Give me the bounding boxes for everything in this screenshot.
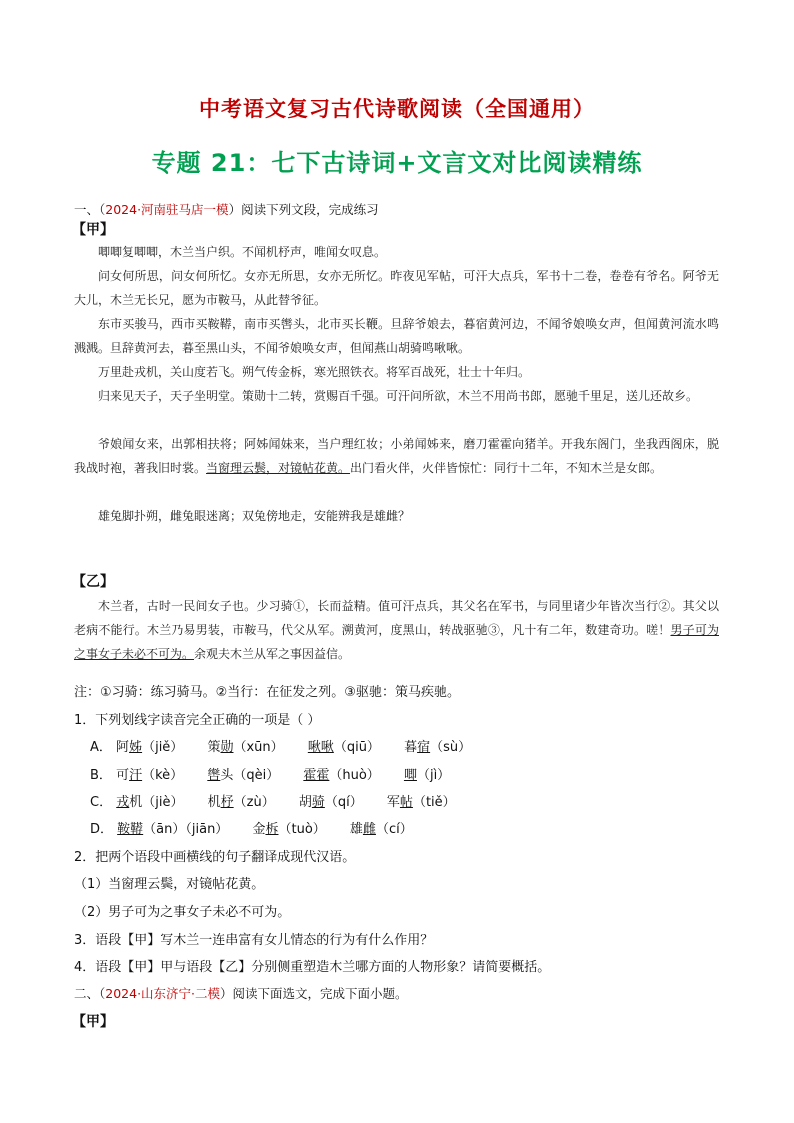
poem-paragraph-2: 问女何所思，问女何所忆。女亦无所思，女亦无所忆。昨夜见军帖，可汗大点兵，军书十二卷，卷卷有爷名。阿爷无大儿，木兰无长兄，愿为市鞍马，从此替爷征。	[74, 269, 719, 307]
section2-suffix: ）阅读下面选文，完成下面小题。	[220, 986, 408, 1001]
option-c	[90, 791, 476, 810]
option-b	[90, 764, 470, 783]
option-item: 机杼（zù）	[207, 795, 275, 810]
question-2-part-2: （2）男子可为之事女子未必不可为。	[74, 905, 291, 920]
main-title: 中考语文复习古代诗歌阅读（全国通用）	[199, 97, 595, 121]
yi-underlined: 男子可为之事女子未必不可为。	[74, 623, 719, 661]
option-item: 阿姊（jiě）	[116, 740, 184, 755]
option-item: 金柝（tuò）	[252, 822, 326, 837]
question-1: 1．下列划线字读音完全正确的一项是（ ）	[74, 713, 321, 728]
question-4: 4．语段【甲】甲与语段【乙】分别侧重塑造木兰哪方面的人物形象？请简要概括。	[74, 960, 551, 975]
yi-after: 余观夫木兰从军之事因益信。	[194, 647, 351, 661]
section1-source: 2024·河南驻马店一模	[105, 202, 229, 217]
sub-title: 专题 21：七下古诗词+文言文对比阅读精练	[151, 149, 643, 177]
option-item: 霍霍（huò）	[303, 768, 380, 783]
option-item: 辔头（qèi）	[207, 768, 280, 783]
option-letter: B．	[90, 768, 112, 783]
poem-p6-underlined: 当窗理云鬓，对镜帖花黄。	[206, 461, 351, 475]
option-letter: C．	[90, 795, 113, 810]
option-item: 雄雌（cí）	[349, 822, 413, 837]
option-d	[90, 818, 433, 837]
yi-before: 木兰者，古时一民间女子也。少习骑①，长而益精。值可汗点兵，其父名在军书，与同里诸少年皆次当行②。其父以老病不能行。木兰乃易男装，市鞍马，代父从军。溯黄河，度黑山，转战驱驰③，凡十有二年，数建奇功。嗟！	[74, 599, 719, 637]
section2-heading	[74, 984, 408, 1002]
poem-p6-after: 出门看火伴，火伴皆惊忙：同行十二年，不知木兰是女郎。	[350, 461, 663, 475]
option-item: 军帖（tiě）	[386, 795, 456, 810]
section2-source: 2024·山东济宁·二模	[105, 986, 221, 1001]
option-letter: D．	[90, 822, 114, 837]
option-item: 策勋（xūn）	[207, 740, 284, 755]
question-3: 3．语段【甲】写木兰一连串富有女儿情态的行为有什么作用？	[74, 933, 434, 948]
section1-heading	[74, 200, 379, 218]
poem-paragraph-4: 万里赴戎机，关山度若飞。朔气传金柝，寒光照铁衣。将军百战死，壮士十年归。	[98, 365, 531, 379]
poem-p6-before: 爷娘闻女来，出郭相扶将；阿姊闻妹来，当户理红妆；小弟闻姊来，磨刀霍霍向猪羊。开我东阁门，坐我西阁床，脱我战时袍，著我旧时裳。	[74, 437, 719, 475]
poem-paragraph-1: 唧唧复唧唧，木兰当户织。不闻机杼声，唯闻女叹息。	[98, 245, 387, 259]
option-item: 可汗（kè）	[116, 768, 184, 783]
option-item: 戎机（jiè）	[116, 795, 184, 810]
tag-yi: 【乙】	[72, 574, 114, 590]
poem-paragraph-7: 雄兔脚扑朔，雌兔眼迷离；双兔傍地走，安能辨我是雄雌？	[98, 509, 411, 523]
question-2: 2．把两个语段中画横线的句子翻译成现代汉语。	[74, 850, 356, 865]
section1-suffix: ）阅读下列文段，完成练习	[228, 202, 379, 217]
poem-paragraph-5: 归来见天子，天子坐明堂。策勋十二转，赏赐百千强。可汗问所欲，木兰不用尚书郎，愿驰千里足，送儿还故乡。	[98, 389, 699, 403]
poem-paragraph-6	[74, 432, 719, 480]
tag-jia: 【甲】	[72, 222, 114, 238]
option-item: 胡骑（qí）	[298, 795, 363, 810]
option-item: 鞍鞯（ān）（jiān）	[117, 822, 229, 837]
section1-prefix: 一、（	[74, 202, 106, 217]
section2-tag-jia: 【甲】	[72, 1014, 114, 1030]
option-item: 啾啾（qiū）	[307, 740, 380, 755]
option-item: 暮宿（sù）	[404, 740, 472, 755]
section2-prefix: 二、（	[74, 986, 106, 1001]
option-item: 唧（jì）	[403, 768, 451, 783]
yi-paragraph	[74, 594, 719, 666]
poem-paragraph-3: 东市买骏马，西市买鞍鞯，南市买辔头，北市买长鞭。旦辞爷娘去，暮宿黄河边，不闻爷娘唤女声，但闻黄河流水鸣溅溅。旦辞黄河去，暮至黑山头，不闻爷娘唤女声，但闻燕山胡骑鸣啾啾。	[74, 317, 719, 355]
annotation-note: 注：①习骑：练习骑马。②当行：在征发之列。③驱驰：策马疾驰。	[74, 685, 460, 700]
option-a	[90, 736, 491, 755]
question-2-part-1: （1）当窗理云鬓，对镜帖花黄。	[74, 877, 265, 892]
option-letter: A．	[90, 740, 112, 755]
